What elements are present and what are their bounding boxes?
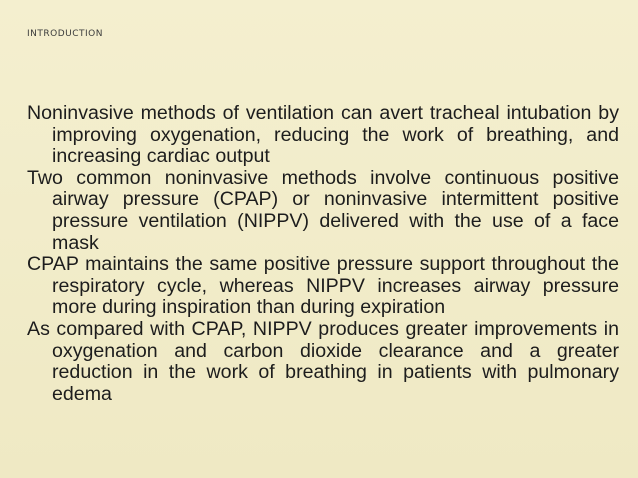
- slide-heading: INTRODUCTION: [27, 29, 103, 39]
- slide-body: [27, 103, 619, 405]
- bullet-paragraph-4: As compared with CPAP, NIPPV produces greater improvements in oxygenation and carbon dioxide clearance and a greater reduction in the work of breathing in patients with pulmonary edema: [27, 317, 619, 405]
- bullet-paragraph-1: Noninvasive methods of ventilation can avert tracheal intubation by improving oxygenation, reducing the work of breathing, and increasing cardiac output: [27, 102, 619, 168]
- bullet-paragraph-2: Two common noninvasive methods involve continuous positive airway pressure (CPAP) or noninvasive intermittent positive pressure ventilation (NIPPV) delivered with the use of a face mask: [27, 166, 619, 254]
- bullet-paragraph-3: CPAP maintains the same positive pressure support throughout the respiratory cycle, whereas NIPPV increases airway pressure more during inspiration than during expiration: [27, 253, 619, 319]
